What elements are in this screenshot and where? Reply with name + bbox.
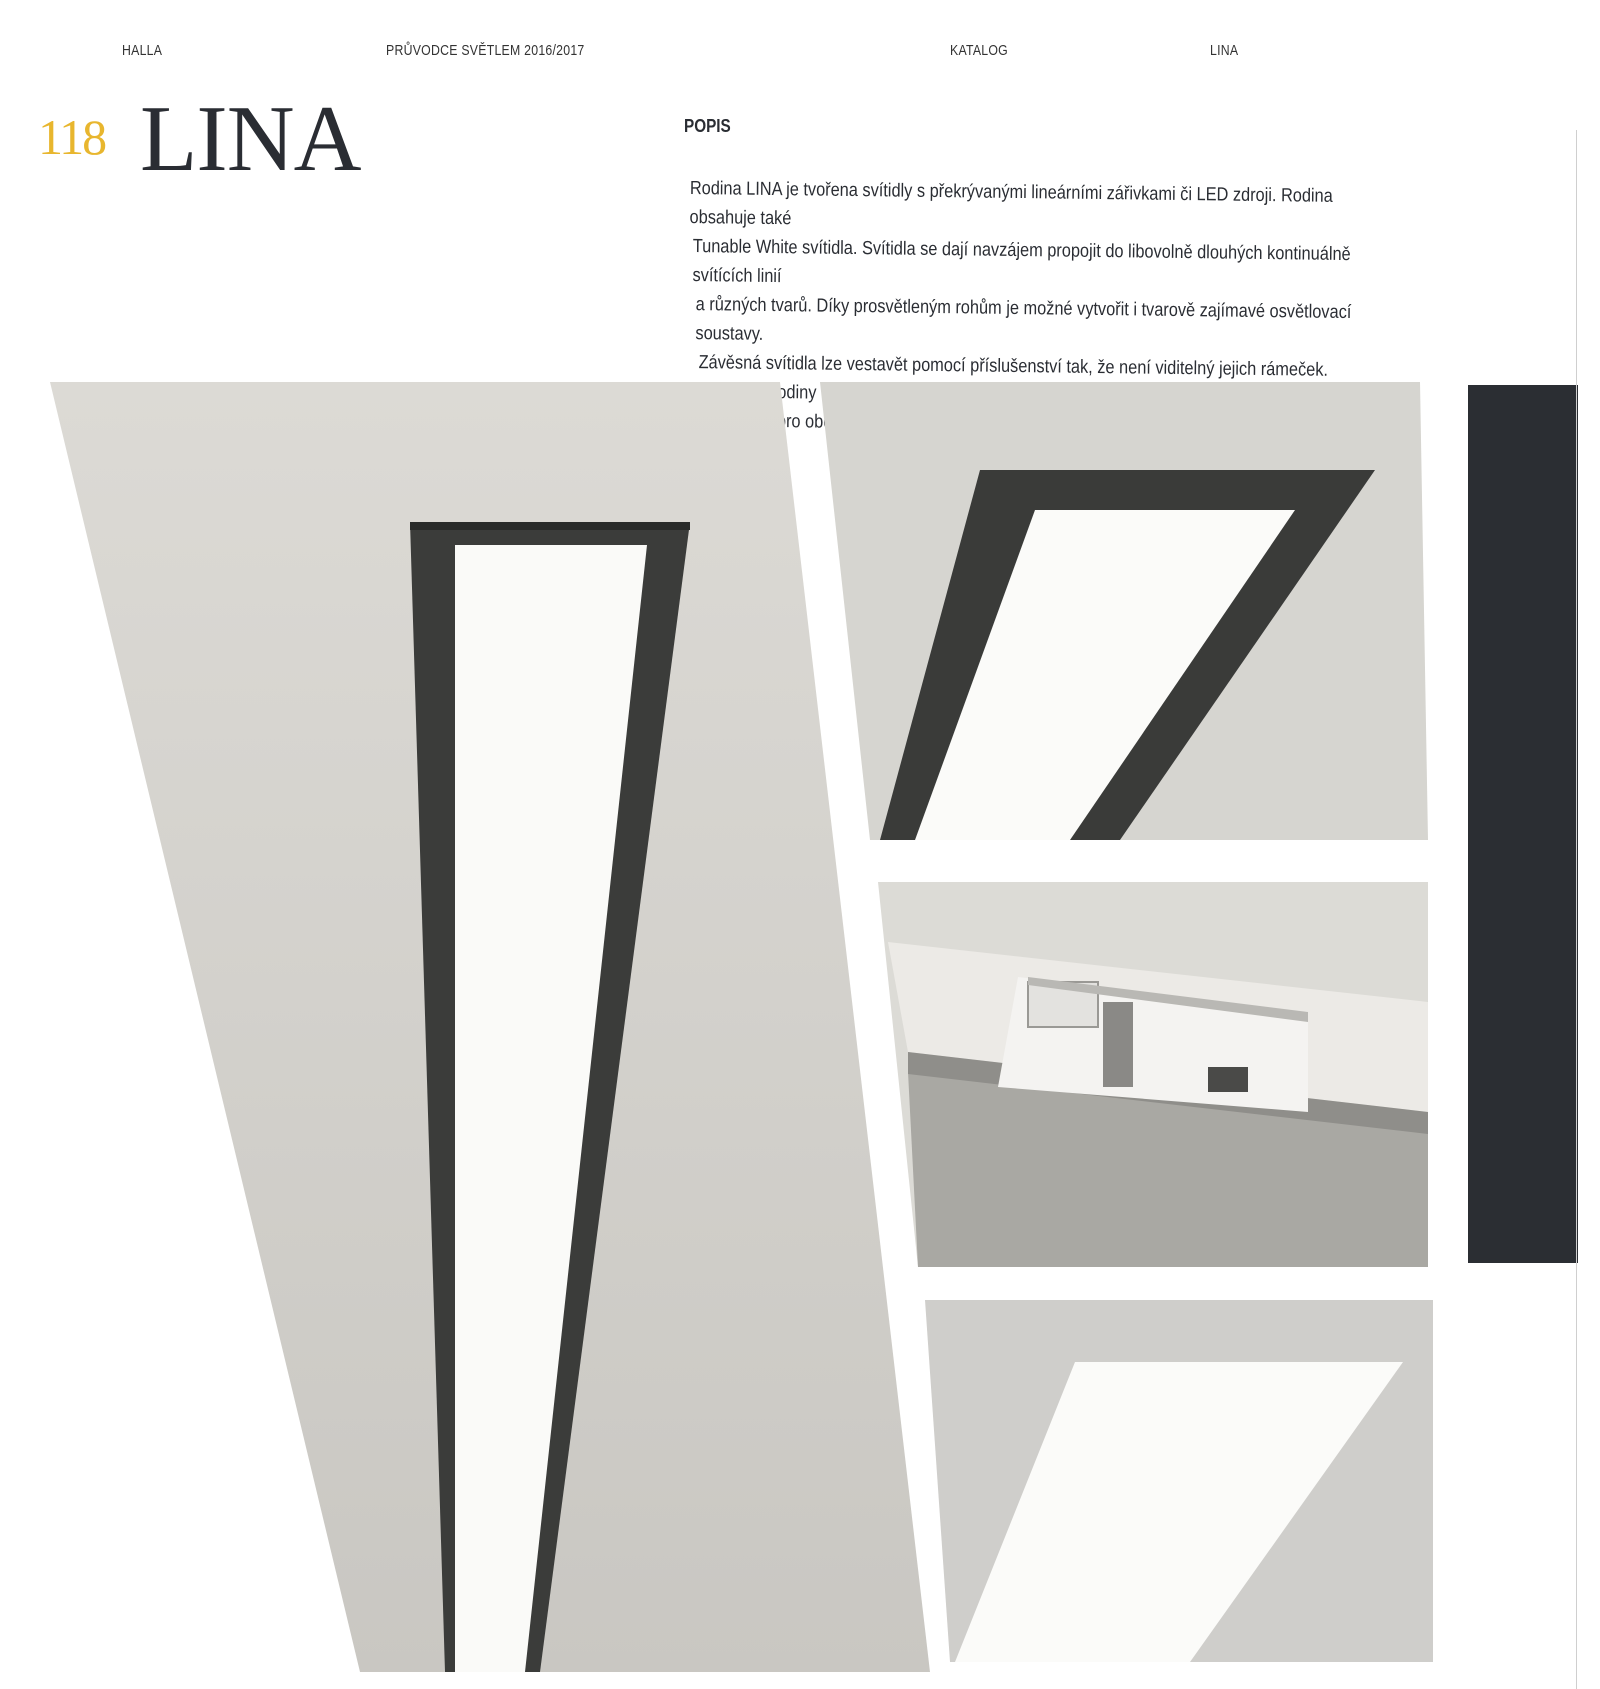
ceiling-light-photo-icon	[878, 882, 1428, 1267]
decorative-side-bar	[1468, 385, 1578, 1263]
page-title: LINA	[140, 87, 361, 191]
ceiling-light-photo-icon	[50, 382, 930, 1672]
description-line: pro	[776, 411, 801, 433]
description-line: Rodina LINA je tvořena svítidly s překrývanými lineárními zářivkami či LED zdroji. Rodina obsahuje také	[689, 177, 1333, 230]
header-product: LINA	[1210, 42, 1239, 59]
corner-luminaire-photo	[820, 382, 1428, 840]
header-section: KATALOG	[950, 42, 1009, 59]
header-guide-title: PRŮVODCE SVĚTLEM 2016/2017	[386, 42, 585, 59]
luminaire-detail-photo	[878, 882, 1428, 1267]
page-edge-divider	[1576, 130, 1577, 1689]
ceiling-light-photo-icon	[820, 382, 1428, 840]
page-number: 118	[38, 109, 106, 165]
description-line: a různých tvarů. Díky prosvětleným rohům je možné vytvořit i tvarově zajímavé osvětlovací soustavy.	[695, 294, 1352, 345]
header-brand: HALLA	[122, 42, 163, 59]
description-line: Tunable White svítidla. Svítidla se dají navzájem propojit do libovolně dlouhých kontinuálně svítících linií	[692, 236, 1351, 288]
description-heading: POPIS	[684, 116, 731, 136]
description-line: Závěsná svítidla lze vestavět pomocí příslušenství tak, že není viditelný jejich rámeček. rodiny	[698, 352, 1329, 404]
linear-luminaire-photo	[50, 382, 930, 1672]
frameless-luminaire-photo	[925, 1300, 1433, 1662]
ceiling-light-photo-icon	[925, 1300, 1433, 1662]
